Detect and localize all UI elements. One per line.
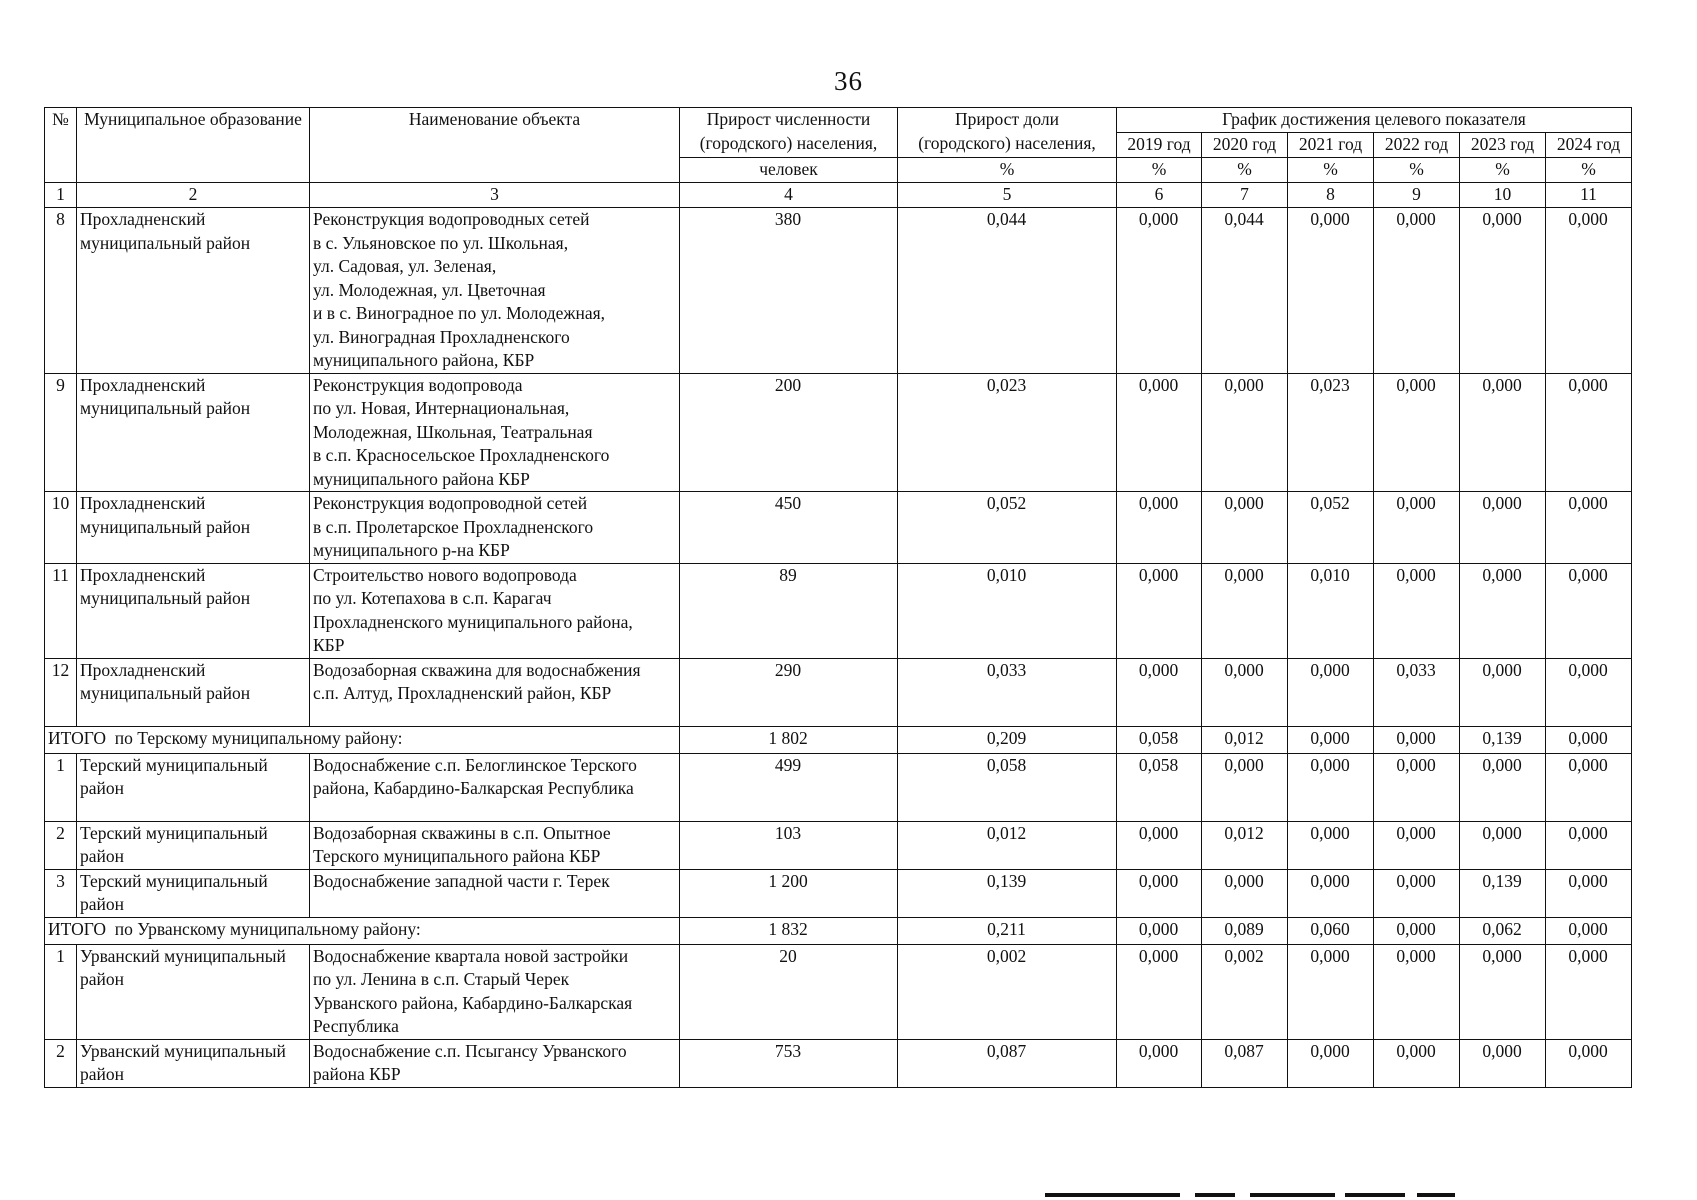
column-number-1: 1 [45,183,77,208]
col-municipality-header: Муниципальное образование [77,108,310,183]
row-y2020: 0,000 [1202,373,1288,492]
row-number: 8 [45,208,77,374]
row-y2023: 0,000 [1460,208,1546,374]
total-growth: 1 802 [680,726,898,753]
row-municipality: Терский муниципальный район [77,753,310,821]
row-y2020: 0,000 [1202,563,1288,658]
row-y2024: 0,000 [1546,563,1632,658]
col-growth-line2: (городского) населения, [699,132,878,153]
row-y2020: 0,044 [1202,208,1288,374]
row-y2020: 0,002 [1202,944,1288,1039]
row-y2023: 0,139 [1460,869,1546,917]
row-y2021: 0,000 [1288,753,1374,821]
total-y2020: 0,012 [1202,726,1288,753]
column-number-3: 3 [310,183,680,208]
total-y2021: 0,000 [1288,726,1374,753]
col-growth-header [680,108,898,158]
row-share: 0,002 [898,944,1117,1039]
row-number: 3 [45,869,77,917]
row-share: 0,052 [898,492,1117,564]
row-y2023: 0,000 [1460,373,1546,492]
scan-artifact-marks [1045,1193,1455,1200]
table-row [45,821,1632,869]
col-object-header: Наименование объекта [310,108,680,183]
total-y2020: 0,089 [1202,917,1288,944]
row-share: 0,058 [898,753,1117,821]
row-municipality: Терский муниципальный район [77,821,310,869]
row-y2023: 0,000 [1460,563,1546,658]
row-y2024: 0,000 [1546,1039,1632,1087]
row-share: 0,044 [898,208,1117,374]
row-y2019: 0,000 [1117,563,1202,658]
row-share: 0,012 [898,821,1117,869]
table-row [45,492,1632,564]
column-number-4: 4 [680,183,898,208]
row-y2022: 0,000 [1374,869,1460,917]
row-y2023: 0,000 [1460,492,1546,564]
row-object: Водозаборная скважины в с.п. Опытное Терского муниципального района КБР [310,821,680,869]
row-growth: 200 [680,373,898,492]
row-y2020: 0,012 [1202,821,1288,869]
total-y2024: 0,000 [1546,726,1632,753]
schedule-header: График достижения целевого показателя [1117,108,1632,133]
row-share: 0,010 [898,563,1117,658]
column-number-row [45,183,1632,208]
row-y2023: 0,000 [1460,753,1546,821]
row-y2021: 0,000 [1288,869,1374,917]
row-y2021: 0,023 [1288,373,1374,492]
table-row [45,1039,1632,1087]
row-object: Водоснабжение квартала новой застройки по ул. Ленина в с.п. Старый Черек Урванского района, Кабардино-Балкарская Республика [310,944,680,1039]
row-municipality: Урванский муниципальный район [77,944,310,1039]
row-number: 11 [45,563,77,658]
row-y2023: 0,000 [1460,944,1546,1039]
row-growth: 103 [680,821,898,869]
row-y2023: 0,000 [1460,821,1546,869]
row-number: 12 [45,658,77,726]
row-y2021: 0,052 [1288,492,1374,564]
row-y2020: 0,000 [1202,658,1288,726]
table-row [45,869,1632,917]
row-municipality: Прохладненский муниципальный район [77,563,310,658]
total-y2021: 0,060 [1288,917,1374,944]
row-y2020: 0,087 [1202,1039,1288,1087]
total-y2023: 0,062 [1460,917,1546,944]
column-number-10: 10 [1460,183,1546,208]
row-municipality: Терский муниципальный район [77,869,310,917]
col-share-unit: % [898,158,1117,183]
column-number-2: 2 [77,183,310,208]
row-y2024: 0,000 [1546,373,1632,492]
row-growth: 753 [680,1039,898,1087]
row-y2022: 0,000 [1374,753,1460,821]
row-object: Реконструкция водопровода по ул. Новая, Интернациональная, Молодежная, Школьная, Театральная в с.п. Красносельское Прохладненского муниципального района КБР [310,373,680,492]
row-y2021: 0,000 [1288,821,1374,869]
column-number-9: 9 [1374,183,1460,208]
row-object: Водоснабжение западной части г. Терек [310,869,680,917]
row-y2020: 0,000 [1202,753,1288,821]
row-y2022: 0,000 [1374,821,1460,869]
row-share: 0,087 [898,1039,1117,1087]
row-y2019: 0,000 [1117,658,1202,726]
year-unit-4: % [1374,158,1460,183]
total-y2019: 0,058 [1117,726,1202,753]
row-number: 9 [45,373,77,492]
row-object: Реконструкция водопроводных сетей в с. Ульяновское по ул. Школьная, ул. Садовая, ул. Зеленая, ул. Молодежная, ул. Цветочная и в с. Виноградное по ул. Молодежная, ул. Виноградная Прохладненского муниципального района, КБР [310,208,680,374]
column-number-6: 6 [1117,183,1202,208]
total-y2019: 0,000 [1117,917,1202,944]
table-row [45,208,1632,374]
row-y2021: 0,000 [1288,208,1374,374]
year-header-2: 2020 год [1202,133,1288,158]
col-growth-unit: человек [680,158,898,183]
column-number-11: 11 [1546,183,1632,208]
row-number: 1 [45,944,77,1039]
row-y2023: 0,000 [1460,1039,1546,1087]
total-y2024: 0,000 [1546,917,1632,944]
row-share: 0,023 [898,373,1117,492]
total-growth: 1 832 [680,917,898,944]
row-growth: 450 [680,492,898,564]
target-indicator-table [44,107,1632,1088]
row-growth: 380 [680,208,898,374]
row-y2021: 0,000 [1288,658,1374,726]
row-y2023: 0,000 [1460,658,1546,726]
col-share-line1: Прирост доли [954,109,1059,129]
table-row [45,373,1632,492]
row-object: Реконструкция водопроводной сетей в с.п. Пролетарское Прохладненского муниципального р-на КБР [310,492,680,564]
row-y2022: 0,000 [1374,944,1460,1039]
row-municipality: Урванский муниципальный район [77,1039,310,1087]
year-unit-5: % [1460,158,1546,183]
col-no-header: № [45,108,77,183]
table-row [45,753,1632,821]
row-y2021: 0,000 [1288,1039,1374,1087]
col-share-line2: (городского) населения, [918,132,1096,153]
total-label: ИТОГО по Терскому муниципальному району: [45,726,680,753]
column-number-8: 8 [1288,183,1374,208]
row-number: 2 [45,1039,77,1087]
row-municipality: Прохладненский муниципальный район [77,658,310,726]
total-row [45,726,1632,753]
table-body [45,208,1632,1088]
year-header-5: 2023 год [1460,133,1546,158]
row-object: Водоснабжение с.п. Белоглинское Терского района, Кабардино-Балкарская Республика [310,753,680,821]
col-growth-line1: Прирост численности [706,109,871,129]
year-unit-1: % [1117,158,1202,183]
row-y2021: 0,000 [1288,944,1374,1039]
table-row [45,658,1632,726]
year-unit-3: % [1288,158,1374,183]
year-unit-6: % [1546,158,1632,183]
total-y2023: 0,139 [1460,726,1546,753]
year-header-6: 2024 год [1546,133,1632,158]
table-row [45,563,1632,658]
row-municipality: Прохладненский муниципальный район [77,208,310,374]
row-growth: 89 [680,563,898,658]
row-y2019: 0,000 [1117,1039,1202,1087]
row-y2019: 0,000 [1117,944,1202,1039]
row-growth: 20 [680,944,898,1039]
total-share: 0,211 [898,917,1117,944]
row-y2024: 0,000 [1546,753,1632,821]
row-object: Водоснабжение с.п. Псыгансу Урванского района КБР [310,1039,680,1087]
row-y2019: 0,000 [1117,208,1202,374]
row-y2022: 0,000 [1374,563,1460,658]
row-y2024: 0,000 [1546,492,1632,564]
row-y2019: 0,000 [1117,373,1202,492]
row-number: 2 [45,821,77,869]
row-share: 0,139 [898,869,1117,917]
total-y2022: 0,000 [1374,917,1460,944]
total-share: 0,209 [898,726,1117,753]
column-number-7: 7 [1202,183,1288,208]
row-y2024: 0,000 [1546,944,1632,1039]
row-y2021: 0,010 [1288,563,1374,658]
col-share-header [898,108,1117,158]
row-y2022: 0,000 [1374,208,1460,374]
row-growth: 499 [680,753,898,821]
row-y2022: 0,033 [1374,658,1460,726]
year-header-3: 2021 год [1288,133,1374,158]
row-object: Водозаборная скважина для водоснабжения с.п. Алтуд, Прохладненский район, КБР [310,658,680,726]
column-number-5: 5 [898,183,1117,208]
row-y2022: 0,000 [1374,1039,1460,1087]
row-y2024: 0,000 [1546,869,1632,917]
total-row [45,917,1632,944]
total-y2022: 0,000 [1374,726,1460,753]
row-y2020: 0,000 [1202,492,1288,564]
row-number: 1 [45,753,77,821]
row-municipality: Прохладненский муниципальный район [77,492,310,564]
row-y2019: 0,058 [1117,753,1202,821]
table-row [45,944,1632,1039]
row-share: 0,033 [898,658,1117,726]
row-y2019: 0,000 [1117,492,1202,564]
table-header [45,108,1632,208]
row-y2024: 0,000 [1546,208,1632,374]
row-y2024: 0,000 [1546,821,1632,869]
row-y2024: 0,000 [1546,658,1632,726]
row-y2022: 0,000 [1374,373,1460,492]
year-unit-2: % [1202,158,1288,183]
year-header-4: 2022 год [1374,133,1460,158]
year-header-1: 2019 год [1117,133,1202,158]
row-y2019: 0,000 [1117,869,1202,917]
row-growth: 1 200 [680,869,898,917]
row-y2022: 0,000 [1374,492,1460,564]
page-number: 36 [834,66,863,96]
row-object: Строительство нового водопровода по ул. Котепахова в с.п. Карагач Прохладненского муниципального района, КБР [310,563,680,658]
row-y2019: 0,000 [1117,821,1202,869]
row-municipality: Прохладненский муниципальный район [77,373,310,492]
row-y2020: 0,000 [1202,869,1288,917]
total-label: ИТОГО по Урванскому муниципальному району: [45,917,680,944]
row-number: 10 [45,492,77,564]
row-growth: 290 [680,658,898,726]
